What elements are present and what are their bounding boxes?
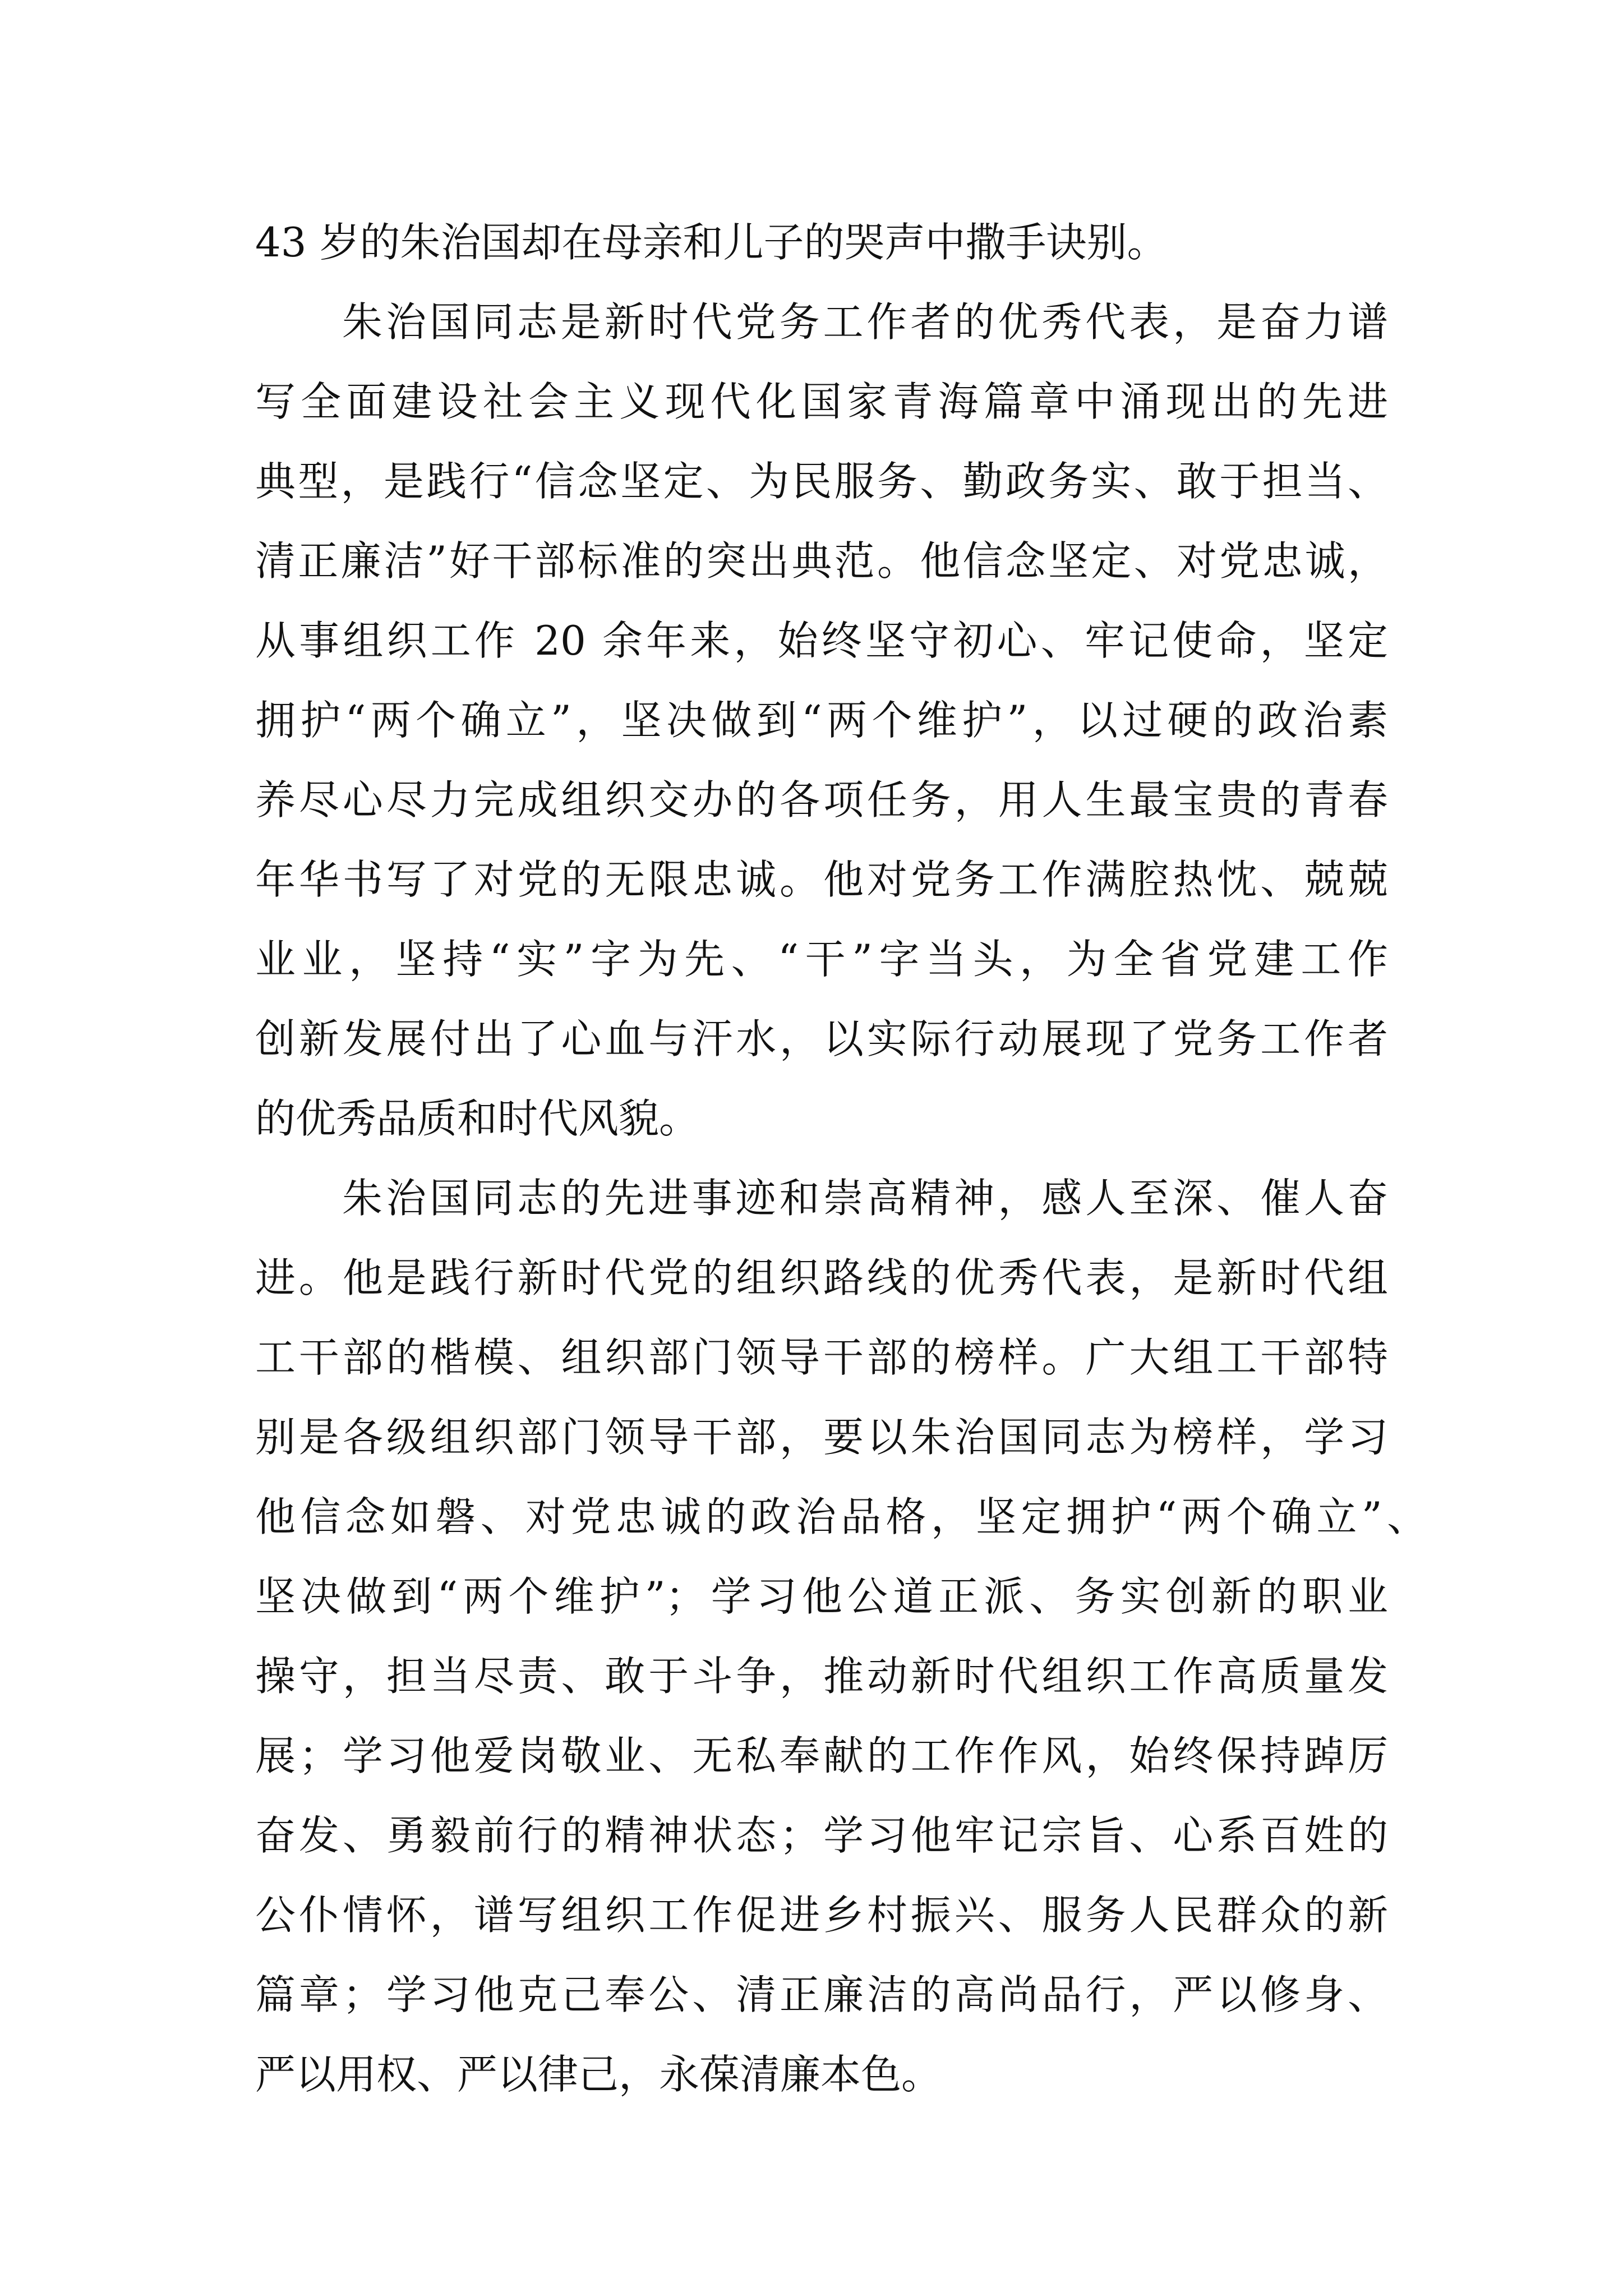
- text-line: 业业，坚持“实”字为先、“干”字当头，为全省党建工作: [255, 936, 1388, 983]
- text-line: 拥护“两个确立”，坚决做到“两个维护”，以过硬的政治素: [255, 697, 1388, 744]
- text-line: 严以用权、严以律己，永葆清廉本色。: [255, 2051, 942, 2098]
- text-line: 创新发展付出了心血与汗水，以实际行动展现了党务工作者: [255, 1015, 1388, 1062]
- text-line: 的优秀品质和时代风貌。: [255, 1095, 700, 1142]
- text-line: 进。他是践行新时代党的组织路线的优秀代表，是新时代组: [255, 1254, 1388, 1301]
- text-line: 43 岁的朱治国却在母亲和儿子的哭声中撒手诀别。: [255, 219, 1168, 266]
- text-line: 典型，是践行“信念坚定、为民服务、勤政务实、敢于担当、: [255, 458, 1388, 505]
- text-line: 操守，担当尽责、敢于斗争，推动新时代组织工作高质量发: [255, 1653, 1388, 1700]
- text-line: 公仆情怀，谱写组织工作促进乡村振兴、服务人民群众的新: [255, 1892, 1388, 1939]
- text-line: 从事组织工作 20 余年来，始终坚守初心、牢记使命，坚定: [255, 617, 1388, 664]
- text-line: 清正廉洁”好干部标准的突出典范。他信念坚定、对党忠诚，: [255, 537, 1388, 585]
- text-line: 别是各级组织部门领导干部，要以朱治国同志为榜样，学习: [255, 1414, 1388, 1461]
- text-line: 坚决做到“两个维护”；学习他公道正派、务实创新的职业: [255, 1573, 1388, 1620]
- text-line: 养尽心尽力完成组织交办的各项任务，用人生最宝贵的青春: [255, 776, 1388, 823]
- paragraph-first-line: 朱治国同志的先进事迹和崇高精神，感人至深、催人奋: [342, 1175, 1388, 1222]
- text-line: 写全面建设社会主义现代化国家青海篇章中涌现出的先进: [255, 378, 1388, 425]
- text-line: 展；学习他爱岗敬业、无私奉献的工作作风，始终保持踔厉: [255, 1732, 1388, 1779]
- text-line: 他信念如磐、对党忠诚的政治品格，坚定拥护“两个确立”、: [255, 1493, 1427, 1540]
- text-line: 篇章；学习他克己奉公、清正廉洁的高尚品行，严以修身、: [255, 1971, 1388, 2018]
- paragraph-first-line: 朱治国同志是新时代党务工作者的优秀代表，是奋力谱: [342, 298, 1388, 346]
- text-line: 工干部的楷模、组织部门领导干部的榜样。广大组工干部特: [255, 1334, 1388, 1381]
- text-line: 年华书写了对党的无限忠诚。他对党务工作满腔热忱、兢兢: [255, 856, 1388, 903]
- text-line: 奋发、勇毅前行的精神状态；学习他牢记宗旨、心系百姓的: [255, 1812, 1388, 1859]
